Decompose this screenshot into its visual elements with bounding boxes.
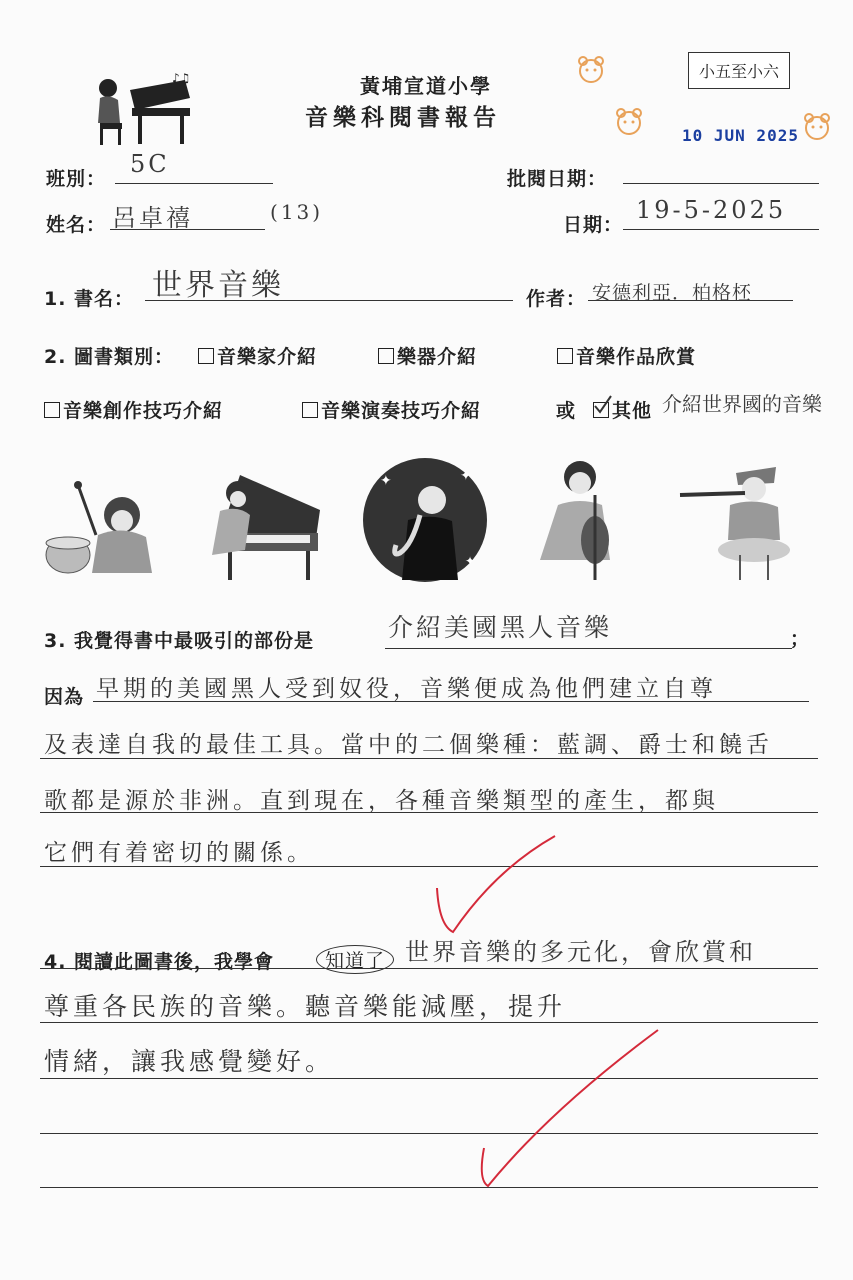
name-value: 呂卓禧: [112, 204, 193, 232]
date-stamp: 10 JUN 2025: [682, 126, 799, 145]
student-number: (13): [270, 200, 324, 224]
bear-stamp-icon: [800, 113, 834, 145]
other-value: 介紹世界國的音樂: [662, 392, 822, 416]
ruled-line: [40, 758, 818, 759]
checkbox[interactable]: [44, 402, 60, 418]
ruled-line: [40, 968, 818, 969]
piano-illustration: [212, 475, 320, 580]
category-label: 2. 圖書類別：: [44, 346, 175, 368]
level-box: 小五至小六: [688, 52, 790, 89]
ruled-line: [40, 1187, 818, 1188]
author-line: [588, 300, 793, 301]
saxophonist-illustration: [363, 458, 487, 582]
class-value: 5C: [130, 150, 170, 178]
book-value: 世界音樂: [152, 268, 284, 303]
class-line: [115, 183, 273, 184]
q3-label: 3. 我覺得書中最吸引的部份是: [44, 630, 315, 652]
ruled-line: [93, 701, 809, 702]
category-option-other[interactable]: 其他: [593, 396, 652, 423]
svg-text:✦: ✦: [380, 473, 392, 489]
q3-answer-line: [385, 648, 792, 649]
checked-date-label: 批閱日期：: [507, 168, 608, 190]
ruled-line: [40, 1133, 818, 1134]
category-option-composer[interactable]: 音樂家介紹: [198, 342, 317, 369]
school-name: 黃埔宣道小學: [360, 74, 492, 98]
svg-text:✦: ✦: [460, 468, 472, 484]
q3-answer: 介紹美國黑人音樂: [388, 613, 613, 642]
date-label: 日期：: [563, 214, 624, 236]
category-option-instrument[interactable]: 樂器介紹: [378, 342, 477, 369]
q3-line-2: 及表達自我的最佳工具。當中的二個樂種：藍調、爵士和饒舌: [44, 732, 773, 758]
book-line: [145, 300, 513, 301]
svg-text:✦: ✦: [465, 554, 476, 568]
teacher-checkmark-icon: [470, 1020, 670, 1190]
q3-line-3: 歌都是源於非洲。直到現在，各種音樂類型的產生，都與: [44, 788, 719, 814]
author-value: 安德利亞．柏格柸: [592, 282, 753, 304]
checkbox[interactable]: [198, 348, 214, 364]
category-option-appreciation[interactable]: 音樂作品欣賞: [557, 342, 696, 369]
cellist-illustration: [540, 461, 610, 580]
date-line: [623, 229, 819, 230]
category-option-composition[interactable]: 音樂創作技巧介紹: [44, 396, 223, 423]
checked-date-line: [623, 183, 819, 184]
checkbox[interactable]: [557, 348, 573, 364]
checkbox-checked[interactable]: [593, 402, 609, 418]
teacher-checkmark-icon: [425, 830, 565, 940]
svg-text:♪♫: ♪♫: [172, 71, 191, 85]
drummer-illustration: [46, 481, 152, 573]
illustrations: [40, 455, 830, 585]
or-label: 或: [556, 400, 577, 422]
q4-label: 4. 閱讀此圖書後，我學會: [44, 951, 275, 973]
checkbox[interactable]: [302, 402, 318, 418]
book-label: 1. 書名：: [44, 288, 135, 310]
class-label: 班別：: [46, 168, 107, 190]
date-value: 19-5-2025: [636, 196, 787, 224]
q3-line-4: 它們有着密切的關係。: [44, 840, 314, 866]
q4-line-2: 尊重各民族的音樂。聽音樂能減壓，提升: [44, 992, 567, 1021]
name-line: [110, 229, 265, 230]
ruled-line: [40, 1078, 818, 1079]
because-label: 因為: [44, 686, 85, 708]
author-label: 作者：: [526, 288, 587, 310]
category-option-performance[interactable]: 音樂演奏技巧介紹: [302, 396, 481, 423]
ruled-line: [40, 812, 818, 813]
name-label: 姓名：: [46, 214, 107, 236]
checkbox[interactable]: [378, 348, 394, 364]
pianist-illustration: [90, 68, 200, 148]
number-value: 13: [280, 200, 313, 224]
q4-line-3: 情緒，讓我感覺變好。: [44, 1047, 335, 1076]
q4-circled-word: 知道了: [316, 945, 394, 974]
q4-line-1: 世界音樂的多元化，會欣賞和: [405, 938, 756, 966]
clarinetist-illustration: [680, 467, 790, 580]
ruled-line: [40, 1022, 818, 1023]
q3-line-1: 早期的美國黑人受到奴役，音樂便成為他們建立自尊: [96, 676, 717, 702]
q3-semicolon: ；: [790, 628, 811, 650]
report-title: 音樂科閱書報告: [305, 105, 501, 131]
bear-stamp-icon: [612, 108, 646, 140]
bear-stamp-icon: [574, 56, 608, 88]
